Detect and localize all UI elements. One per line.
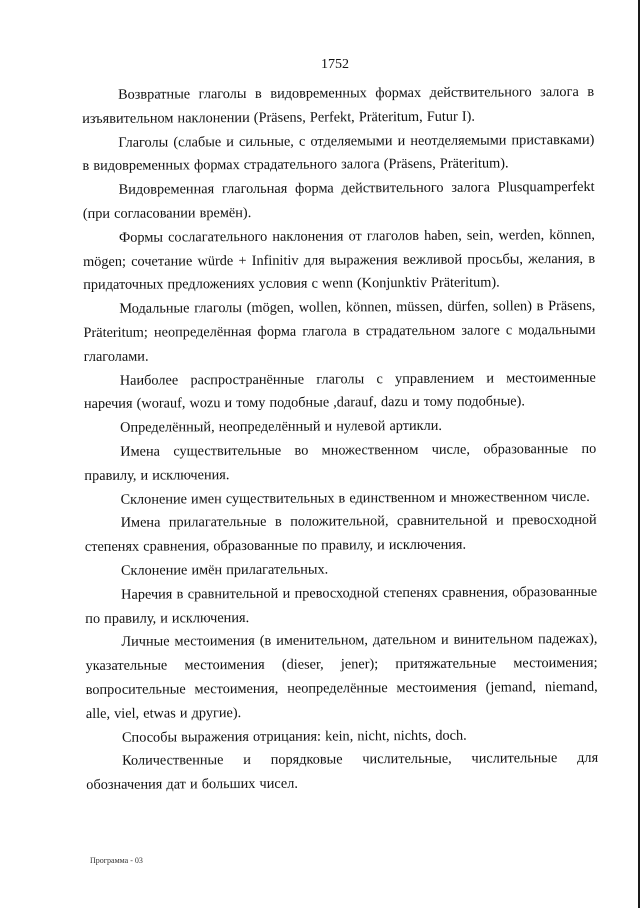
paragraph: Определённый, неопределённый и нулевой артикли. [120,417,442,436]
body-text [82,81,598,798]
paragraph: Склонение имён прилагательных. [120,561,329,579]
paragraph: Имена прилагательные в положительной, сравнительной и превосходной степенях сравнения, образованные по правилу, и исключения. [84,512,597,556]
footer-note: Программа - 03 [90,856,143,865]
paragraph: Возвратные глаголы в видовременных формах действительного залога в изъявительном наклонении (Präsens, Perfekt, Präteritum, Futur I). [82,83,595,127]
paragraph: Видовременная глагольная форма действительного залога Plusquamperfekt (при согласовании времён). [82,179,595,222]
page-number: 1752 [321,57,349,72]
paragraph: Формы сослагательного наклонения от глаголов haben, sein, werden, können, mögen; сочетание würde + Infinitiv для выражения вежливой просьбы, желания, в придаточных предложениях условия с wenn (Konjunktiv Präteritum). [83,226,596,294]
paragraph: Склонение имен существительных в единственном и множественном числе. [120,488,590,508]
paragraph: Количественные и порядковые числительные, числительные для обозначения дат и больших чисел. [86,750,599,794]
paragraph: Модальные глаголы (mögen, wollen, können, müssen, dürfen, sollen) в Präsens, Präteritum; неопределённая форма глагола в страдательном залоге с модальными глаголами. [83,298,596,365]
paragraph: Наиболее распространённые глаголы с управлением и местоименные наречия (worauf, wozu и тому подобные ,darauf, dazu и тому подобные). [83,369,596,413]
paragraph: Способы выражения отрицания: kein, nicht, nichts, doch. [121,727,467,746]
paragraph: Наречия в сравнительной и превосходной степенях сравнения, образованные по правилу, и исключения. [85,583,598,627]
paragraph: Глаголы (слабые и сильные, с отделяемыми и неотделяемыми приставками) в видовременных формах страдательного залога (Präsens, Präteritum). [82,131,595,175]
paragraph: Имена существительные во множественном числе, образованные по правилу, и исключения. [84,440,597,484]
paragraph: Личные местоимения (в именительном, дательном и винительном падежах), указательные местоимения (dieser, jener); притяжательные местоимения; вопросительные местоимения, неопределённые местоимения (jemand, niemand, alle, viel, etwas и другие). [85,631,598,722]
